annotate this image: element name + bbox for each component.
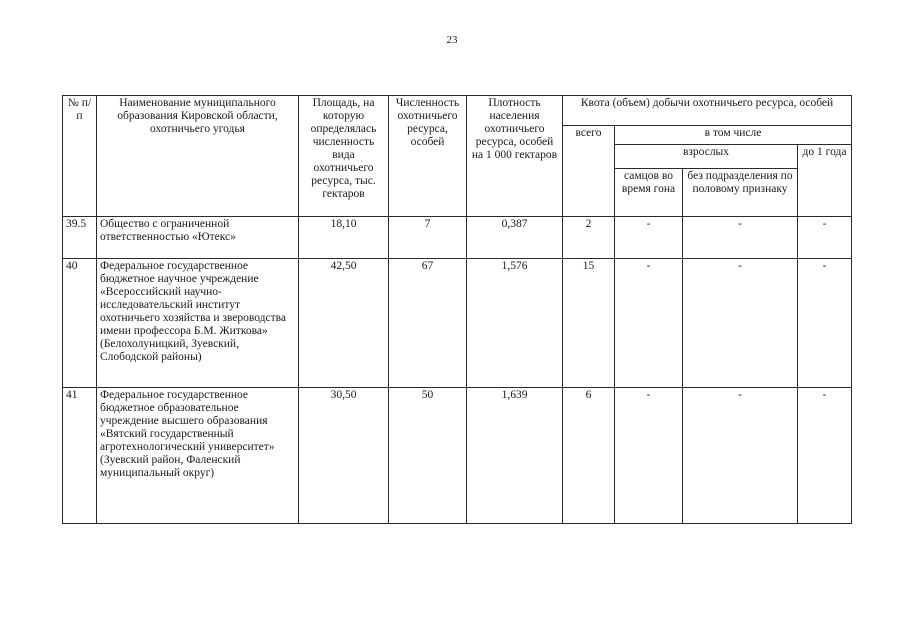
row-name: Федеральное государственное бюджетное научное учреждение «Всероссийский научно-исследовательский институт охотничьего хозяйства и звероводства имени профессора Б.М. Житкова» (Белохолуницкий, Зуевский, Слободской районы) (97, 259, 299, 388)
row-name: Общество с ограниченной ответственностью «Ютекс» (97, 217, 299, 259)
page-number: 23 (446, 34, 458, 46)
row-males: - (615, 259, 683, 388)
header-count: Численность охотничьего ресурса, особей (389, 96, 467, 217)
header-under-one: до 1 года (798, 145, 852, 217)
row-num: 39.5 (63, 217, 97, 259)
header-num: № п/п (63, 96, 97, 217)
row-area: 42,50 (299, 259, 389, 388)
row-under-one: - (798, 259, 852, 388)
row-total: 6 (563, 388, 615, 524)
header-males: самцов во время гона (615, 169, 683, 217)
header-including: в том числе (615, 126, 852, 145)
header-no-sex: без подразделения по половому признаку (683, 169, 798, 217)
row-name: Федеральное государственное бюджетное образовательное учреждение высшего образования «Вятский государственный агротехнологический университет» (Зуевский район, Фаленский муниципальный округ) (97, 388, 299, 524)
row-num: 41 (63, 388, 97, 524)
header-total: всего (563, 126, 615, 217)
header-quota: Квота (объем) добычи охотничьего ресурса, особей (563, 96, 852, 126)
table-row (63, 259, 852, 388)
row-count: 67 (389, 259, 467, 388)
row-total: 2 (563, 217, 615, 259)
row-num: 40 (63, 259, 97, 388)
row-total: 15 (563, 259, 615, 388)
table-row (63, 217, 852, 259)
row-area: 30,50 (299, 388, 389, 524)
hunting-quota-table (62, 95, 852, 524)
row-males: - (615, 388, 683, 524)
row-density: 1,639 (467, 388, 563, 524)
header-area: Площадь, на которую определялась численность вида охотничьего ресурса, тыс. гектаров (299, 96, 389, 217)
row-count: 7 (389, 217, 467, 259)
row-no-sex: - (683, 388, 798, 524)
row-under-one: - (798, 388, 852, 524)
header-name: Наименование муниципального образования Кировской области, охотничьего угодья (97, 96, 299, 217)
row-males: - (615, 217, 683, 259)
header-adults: взрослых (615, 145, 798, 169)
row-no-sex: - (683, 259, 798, 388)
row-density: 1,576 (467, 259, 563, 388)
row-no-sex: - (683, 217, 798, 259)
row-count: 50 (389, 388, 467, 524)
row-area: 18,10 (299, 217, 389, 259)
header-density: Плотность населения охотничьего ресурса, особей на 1 000 гектаров (467, 96, 563, 217)
row-density: 0,387 (467, 217, 563, 259)
table-row (63, 388, 852, 524)
row-under-one: - (798, 217, 852, 259)
